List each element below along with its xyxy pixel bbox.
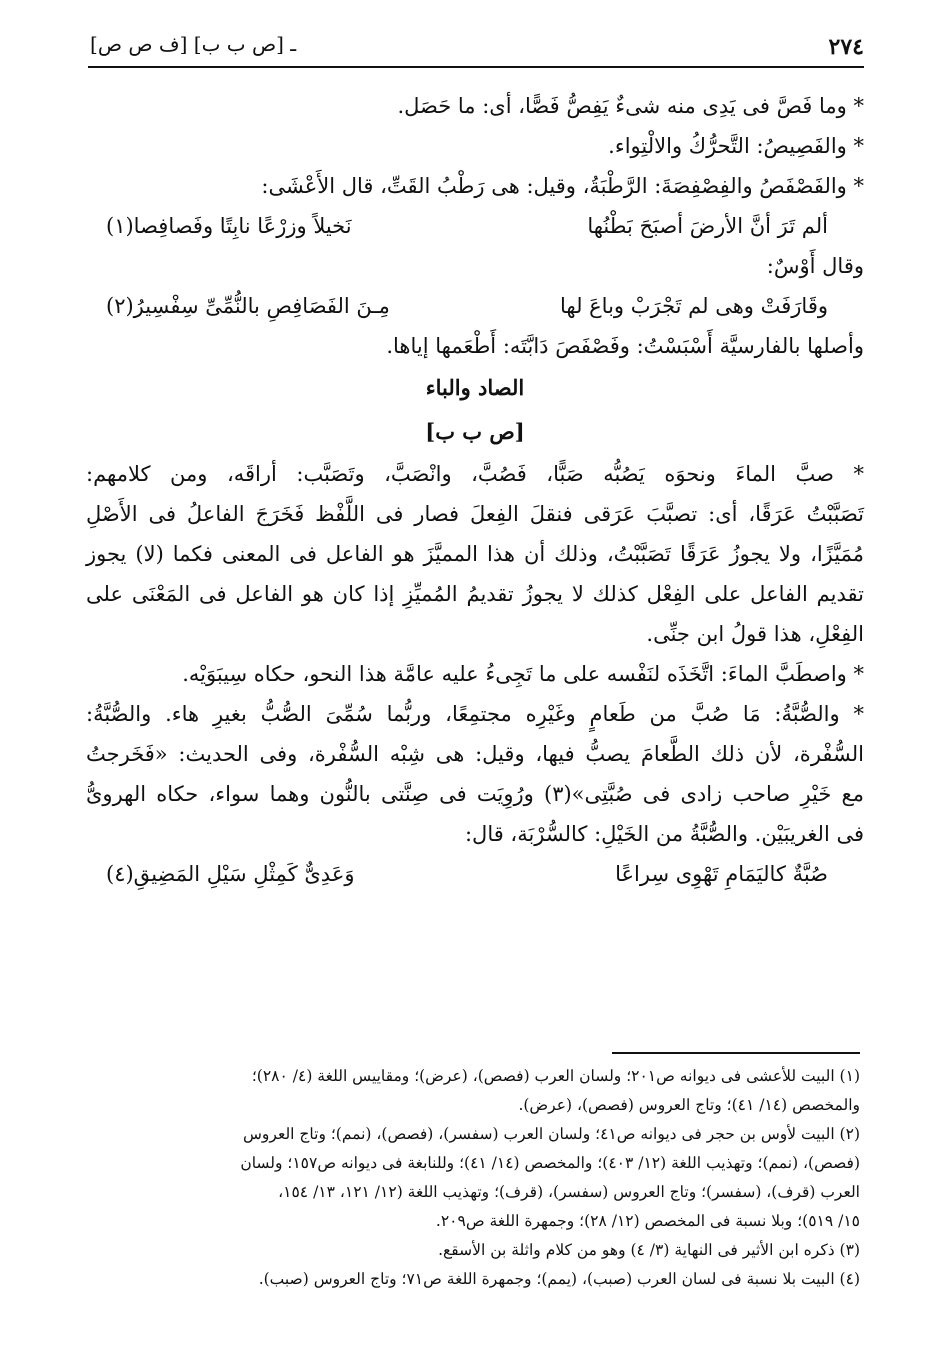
footnote-line: (فصص)، (نمم)؛ وتهذيب اللغة (١٢/ ٤٠٣)؛ والمخصص (١٤/ ٤١)؛ وللنابغة فى ديوانه ص١٥٧؛ ولسان xyxy=(240,1154,860,1172)
text-line: تقديم الفاعل على الفِعْل كذلك لا يجوزُ تقديمُ المُميِّزِ إذا كان هو الفاعل فى المَعْنَى على xyxy=(86,582,864,606)
text-line: مع خَيْرِ صاحب زادى فى صُبَّتِى»(٣) ورُوِيَت فى صِنَّتى بالنُّون وهما سواء، حكاه الهروىُّ xyxy=(86,782,864,806)
verse-line xyxy=(86,206,864,246)
footnotes xyxy=(84,1062,860,1294)
verse-hemistich: وقَارَفَتْ وهى لم تَجْرَبْ وباعَ لها xyxy=(560,294,828,318)
running-title: [ف ص ص] ـ [ص ب ب] xyxy=(90,32,297,56)
text-line: مُمَيَّزًا، ولا يجوزُ عَرَقًا تَصَبَّبْتُ، وذلك أن هذا المميَّزَ هو الفاعل فى المعنى فكما (لا) يجوز xyxy=(86,542,864,566)
verse-hemistich: نَخيلاً وزرْعًا نابِتًا وفَصافِصا(١) xyxy=(106,214,352,238)
header-rule xyxy=(88,66,864,68)
text-line: * والصُّبَّةُ: مَا صُبَّ من طَعامٍ وغَيْرِه مجتمِعًا، وربُّما سُمِّىَ الصُّبُّ بغيرِ هاء. والصُّبَّةُ: xyxy=(86,702,864,726)
page-number: ٢٧٤ xyxy=(828,34,864,60)
verse-line xyxy=(86,286,864,326)
page-header xyxy=(78,28,864,64)
verse-hemistich: وَعَدِىٌّ كَمِثْلِ سَيْلِ المَضِيقِ(٤) xyxy=(106,862,355,886)
text-line: تَصَبَّبْتُ عَرَقًا، أى: تصبَّبَ عَرَقى فنقلَ الفِعلَ فصار فى اللَّفْظ فَخَرَجَ الفاعلُ فى الأَصْلِ xyxy=(86,502,864,526)
verse-hemistich: ألم تَرَ أنَّ الأرضَ أصبَحَ بَطْنُها xyxy=(587,214,828,238)
footnote-line: ١٥/ ٥١٩)؛ وبلا نسبة فى المخصص (١٢/ ٢٨)؛ وجمهرة اللغة ص٢٠٩. xyxy=(435,1212,860,1230)
verse-hemistich: مِـنَ الفَصَافِصِ بالنُّمِّىِّ سِفْسِيرُ(٢) xyxy=(106,294,390,318)
text-line: * والفَصْفَصُ والفِصْفِصَةَ: الرَّطْبَةُ، وقيل: هى رَطْبُ القَتِّ، قال الأَعْشَى: xyxy=(261,174,864,198)
main-text xyxy=(86,86,864,894)
text-line: السُّفْرة، لأن ذلك الطَّعامَ يصبُّ فيها، وقيل: هى شِبْه السُّفْرة، وفى الحديث: «فَخَرجتُ xyxy=(86,742,864,766)
entry-heading: [ص ب ب] xyxy=(425,419,525,444)
text-line: * واصطَبَّ الماءَ: اتَّخَذَه لنَفْسه على ما تَجِىءُ عليه عامَّة هذا النحو، حكاه سِيبَوَيْه. xyxy=(182,662,864,686)
verse-hemistich: صُبَّةٌ كاليَمَامِ تَهْوِى سِراعًا xyxy=(615,862,828,886)
verse-line xyxy=(86,854,864,894)
text-line: * صبَّ الماءَ ونحوَه يَصُبُّه صَبًّا، فَصُبَّ، وانْصَبَّ، وتَصَبَّب: أراقَه، ومن كلامهم: xyxy=(86,462,864,486)
text-line: * وما فَصَّ فى يَدِى منه شىءٌ يَفِصُّ فَصًّا، أى: ما حَصَل. xyxy=(397,94,864,118)
footnote-line: (١) البيت للأعشى فى ديوانه ص٢٠١؛ ولسان العرب (فصص)، (عرض)؛ ومقاييس اللغة (٤/ ٢٨٠)؛ xyxy=(251,1067,860,1085)
footnote-line: (٢) البيت لأوس بن حجر فى ديوانه ص٤١؛ ولسان العرب (سفسر)، (فصص)، (نمم)؛ وتاج العروس xyxy=(243,1125,860,1143)
text-line: * والفَصِيصُ: التَّحرُّكُ والالْتِواء. xyxy=(608,134,864,158)
footnote-rule xyxy=(612,1052,860,1054)
footnote-line: (٣) ذكره ابن الأثير فى النهاية (٣/ ٤) وهو من كلام واثلة بن الأسقع. xyxy=(438,1241,860,1259)
footnote-line: (٤) البيت بلا نسبة فى لسان العرب (صبب)، (يمم)؛ وجمهرة اللغة ص٧١؛ وتاج العروس (صبب). xyxy=(258,1270,860,1288)
footnote-line: العرب (قرف)، (سفسر)؛ وتاج العروس (سفسر)، (قرف)؛ وتهذيب اللغة (١٢/ ١٢١، ١٣/ ١٥٤، xyxy=(278,1183,860,1201)
text-line: فى الغريبَيْن. والصُّبَّةُ من الخَيْلِ: كالسُّرْبَة، قال: xyxy=(464,822,864,846)
text-line: وقال أَوْسٌ: xyxy=(766,254,864,278)
footnote-line: والمخصص (١٤/ ٤١)؛ وتاج العروس (فصص)، (عرض). xyxy=(518,1096,860,1114)
text-line: الفِعْلِ، هذا قولُ ابن جنِّى. xyxy=(646,622,864,646)
section-heading: الصاد والباء xyxy=(425,375,525,400)
text-line: وأصلها بالفارسيَّة أَسْبَسْتُ: وفَصْفَصَ دَابَّتَه: أَطْعَمها إياها. xyxy=(386,334,864,358)
